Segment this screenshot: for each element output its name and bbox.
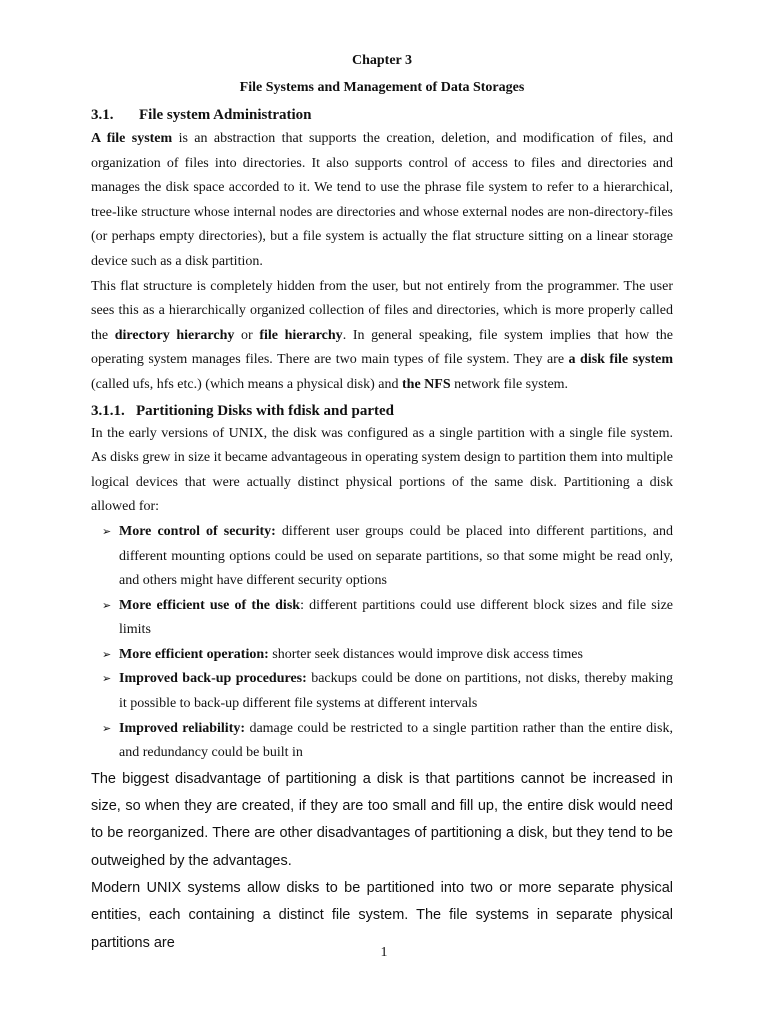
list-item xyxy=(102,667,673,716)
arrow-bullet-icon: ➢ xyxy=(102,672,112,686)
benefits-list xyxy=(91,520,673,766)
paragraph-flat-structure xyxy=(91,275,673,398)
subsection-number: 3.1.1. xyxy=(91,402,125,419)
list-item xyxy=(102,643,673,668)
bold-term: file hierarchy xyxy=(259,327,343,343)
chapter-heading: Chapter 3 xyxy=(351,53,413,68)
bold-term: the NFS xyxy=(402,376,451,392)
section-heading xyxy=(91,106,673,124)
paragraph-early-unix: In the early versions of UNIX, the disk was configured as a single partition with a single file system. As disks grew in size it became advantageous in operating system design to partition them into multiple logical devices that were actually distinct physical portions of the same disk. Partitioning a disk allowed for: xyxy=(91,425,673,515)
arrow-bullet-icon: ➢ xyxy=(102,524,112,538)
subsection-heading xyxy=(91,402,673,420)
arrow-bullet-icon: ➢ xyxy=(102,598,112,612)
list-item xyxy=(102,594,673,643)
bold-term: directory hierarchy xyxy=(114,327,235,343)
paragraph-disadvantage: The biggest disadvantage of partitioning a disk is that partitions cannot be increased in size, so when they are created, if they are too small and fill up, the entire disk would need to be reorganized. There are other disadvantages of partitioning a disk, but they tend to be outweighed by the advantages. xyxy=(91,770,673,869)
paragraph-text: is an abstraction that supports the creation, deletion, and modification of files, and organization of files into directories. It also supports control of access to files and directories and manages the disk space accorded to it. We tend to use the phrase file system to refer to a hierarchical, tree-like structure whose internal nodes are directories and whose external nodes are non-directory-files (or perhaps empty directories), but a file system is actually the flat structure sitting on a linear storage device such as a disk partition. xyxy=(91,131,673,269)
list-item-lead: Improved back-up procedures: xyxy=(119,671,307,687)
list-item-lead: More efficient operation: xyxy=(119,646,269,662)
section-number: 3.1. xyxy=(91,107,114,123)
list-item-text: damage could be restricted to a single partition rather than the entire disk, and redundancy could be built in xyxy=(119,720,673,761)
paragraph-text: or xyxy=(234,327,260,343)
list-item-lead: More efficient use of the disk xyxy=(119,597,301,613)
list-item-text: backups could be done on partitions, not disks, thereby making it possible to back-up different file systems at different intervals xyxy=(119,671,673,712)
paragraph-modern-unix: Modern UNIX systems allow disks to be partitioned into two or more separate physical entities, each containing a distinct file system. The file systems in separate physical partitions are xyxy=(91,880,673,951)
chapter-title: File Systems and Management of Data Storages xyxy=(239,80,525,95)
arrow-bullet-icon: ➢ xyxy=(102,647,112,661)
paragraph-text: (called ufs, hfs etc.) (which means a physical disk) and xyxy=(91,376,403,392)
list-item-lead: Improved reliability: xyxy=(119,720,246,736)
list-item-text: shorter seek distances would improve disk access times xyxy=(268,646,583,662)
arrow-bullet-icon: ➢ xyxy=(102,721,112,735)
paragraph-text: . In general speaking, file system implies that how the operating system manages files. There are two main types of file system. They are xyxy=(91,327,673,368)
bold-term: a disk file system xyxy=(568,352,673,368)
paragraph-text: network file system. xyxy=(450,376,569,392)
list-item xyxy=(102,717,673,766)
paragraph-text: This flat structure is completely hidden from the user, but not entirely from the programmer. The user sees this as a hierarchically organized collection of files and directories, which is more properly called the xyxy=(91,278,673,343)
section-title: File system Administration xyxy=(139,107,312,123)
list-item xyxy=(102,520,673,594)
list-item-text: different user groups could be placed into different partitions, and different mounting options could be used on separate partitions, so that some might be read only, and others might have different security options xyxy=(119,523,673,589)
list-item-lead: More control of security: xyxy=(119,523,276,539)
page-number: 1 xyxy=(380,945,388,960)
bold-term: A file system xyxy=(91,131,173,146)
paragraph-file-system-definition xyxy=(91,127,673,275)
subsection-title: Partitioning Disks with fdisk and parted xyxy=(136,402,394,419)
list-item-text: : different partitions could use different block sizes and file size limits xyxy=(119,597,674,638)
